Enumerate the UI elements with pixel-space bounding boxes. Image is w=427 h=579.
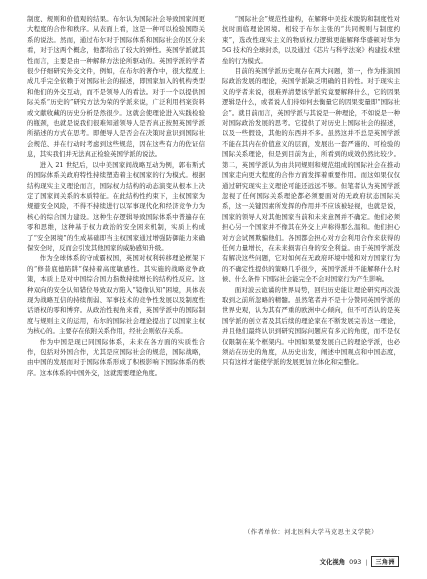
left-column — [27, 14, 205, 378]
right-paragraph-3: 面对波云诡谲的世界局势，回归历史能让理论研究再次汲取到之前所忽略的精髓。虽然笔者并不是十分赞同英国学派的世界史观，认为其有严重的欧洲中心倾向，但不可否认的是英国学派的创立者及其后续的理论家在不断发展完善这一理论，并且他们最终认识到研究国际问题应有多元的角度，而不是仅仅限制在某个框架内。中国如果要发展自己的理论学派，也必须站在历史的角度，从历史出发，阐述中国观点和中国态度，只有这样才能使学派的发展更加立体化和完整化。 — [222, 285, 400, 367]
right-column — [222, 14, 400, 368]
left-paragraph-3: 作为全球体系的守成霸权国，英国对权利转移理论框架下的“修昔底德陷阱”保持着高度敏感性。其实施的战略竞争政策，本质上是对中国综合国力指数持续增长的结构性反应。这种双向的安全认知错位导致双方陷入“镜像认知”困境，具体表现为战略互信的持续削弱、军事技术的竞争性发展以及制度性话语权的零和博弈。从政治性视角来看，英国学派中的国际制度与规则主义的运用，布尔的国际社会理论提出了以国家主权为核心的。主要存在依附关系作用，经社会则依存关系。 — [27, 254, 205, 336]
left-paragraph-1: 制度、规则和价值观的结果。布尔认为国际社会导致国家间更大程度的合作和秩序。从表面上看，这是一种可以检验国際关系的说法。然而，通过布尔对于国际体系和国际社会的区分来看，对于这两个概念，他都给出了较大的弹性。英国学派就其性而言，主要是由一种解释方法论所驱动的。英国学派的学者很少仔细研究外交文件，例如，在布尔的著作中，很大程度上成几乎完全依赖于对国际社会的描述，即国家加入的机构类型和他们的外交互动，而不是领导人的看法。对于一个以提供国际关系“历史的”研究方法为荣的学派来说，广泛利用档案资料或文献收藏的历史分析是然很少。这就会使理论进入实践检验的瓶颈，也就是说我们很难知道领导人是否真正按照英国学派所描述的方式在思考。即便导人是否会在决策时意识到国际社会规范、并在行动时考虑到这些规范，因在这些有力的佐证信息，其实我们并无法真正检验英国学派的说法。 — [27, 15, 205, 159]
footer-separator: | — [365, 557, 368, 566]
author-affiliation: （作者单位：河北医科大学马克思主义学院） — [244, 529, 378, 536]
left-paragraph-4: 作为中国是现已同国际体系，未来在各方面的实质性合作，包括对外国合作，尤其是应国际社会的规范，国际战略，由中国的发展而对于国际体系形成了积极影响下国际体系的秩序。这本体系的中国外交，这就需要理论角度。 — [27, 337, 205, 377]
right-paragraph-2: 目前的英国学派历史观存在两大问题，第一，作为推演国际政治发展的理论，英国学派缺乏明确的目的性。对于现实主义的学者来说，很难弄清楚该学派究竟要解释什么，它的因果逻辑是什么，或者说人们待如何去衡量它的因果变量即“国际社会”。就目前而言，英国学派与其说是一种理论，不如说是一种对国际政治发展的思考。它提供了对历史上国际社会的描述，以及一些假设，其他的东西并不多。虽然这并不总是英国学派不能在其内在价值意义的层面，发展出一套严谨的、可检验的国际关系理论，但是到目前为止，所看到的成效仍然比较少。第二，英国学派认为由共同规则和规范组成的国际社会在推动国家走向更大程度的合作方面发挥着重要作用。而这如果仅仅通过研究现实主义理论可能还远远不够。但笔者认为英国学派忽视了任何国际关系理论都必须要面对的无政府状态国际关系，这一关键因素所发挥的作用并不应该被轻视，也就是说，国家的领导人对其他国家当前和未来意图并不确定。他们必须担心另一个国家并不像其在外交上声称得那么温和。他们担心对方会试图欺骗他们。各国都会担心对方会利用合作来获得的任何力量增长，在未来损害自身的安全利益。由于英国学派没有解决这些问题，它对如何在无政府环境中缓和对方国家行为的不确定性提供的策略几乎很少，英国学派并不能解释什么时候、什么条件下国际社会能完全不会对国家行为产生影响。 — [222, 67, 400, 284]
right-paragraph-1: “国际社会”规范性建构，在解释中美技术脱钩和制度性对抗时面临理论困境。相较于布尔主张的“共同规则与制度约束”，选改性现实主义的物质权力逻辑更能解释华盛顿对华为 5G 技术的全球封杀，以及通过《芯片与科学法案》构建技术壁垒的行为模式。 — [222, 15, 400, 65]
magazine-name: 文化视角 — [319, 558, 346, 566]
left-paragraph-2: 进入 21 世纪后，以中美国家间战略互动为例，郭布斯式的国际体系关政府特性持续塑造着主权国家的行为模式。根据结构现实主义理论而言，国际权力结构的动态演变从根本上决定了国家间关系的本质特征。在此结构性约束下，主权国家为规避安全风险，不得不持续进行以军事现代化和经济竞争力为核心的综合国力建设。这种生存逻辑导致国际体系中普遍存在零和思维，这种基于权力政治的安全困来机制，实质上构成了“安全困境”的生成基础即当主权国家通过增强防御能力来确保安全时，反而会引发其他国家的威胁感知升级。 — [27, 160, 205, 252]
page-number: 093 — [349, 557, 362, 566]
publisher-logo: 三角洲 — [371, 556, 399, 567]
page-footer — [320, 556, 399, 567]
